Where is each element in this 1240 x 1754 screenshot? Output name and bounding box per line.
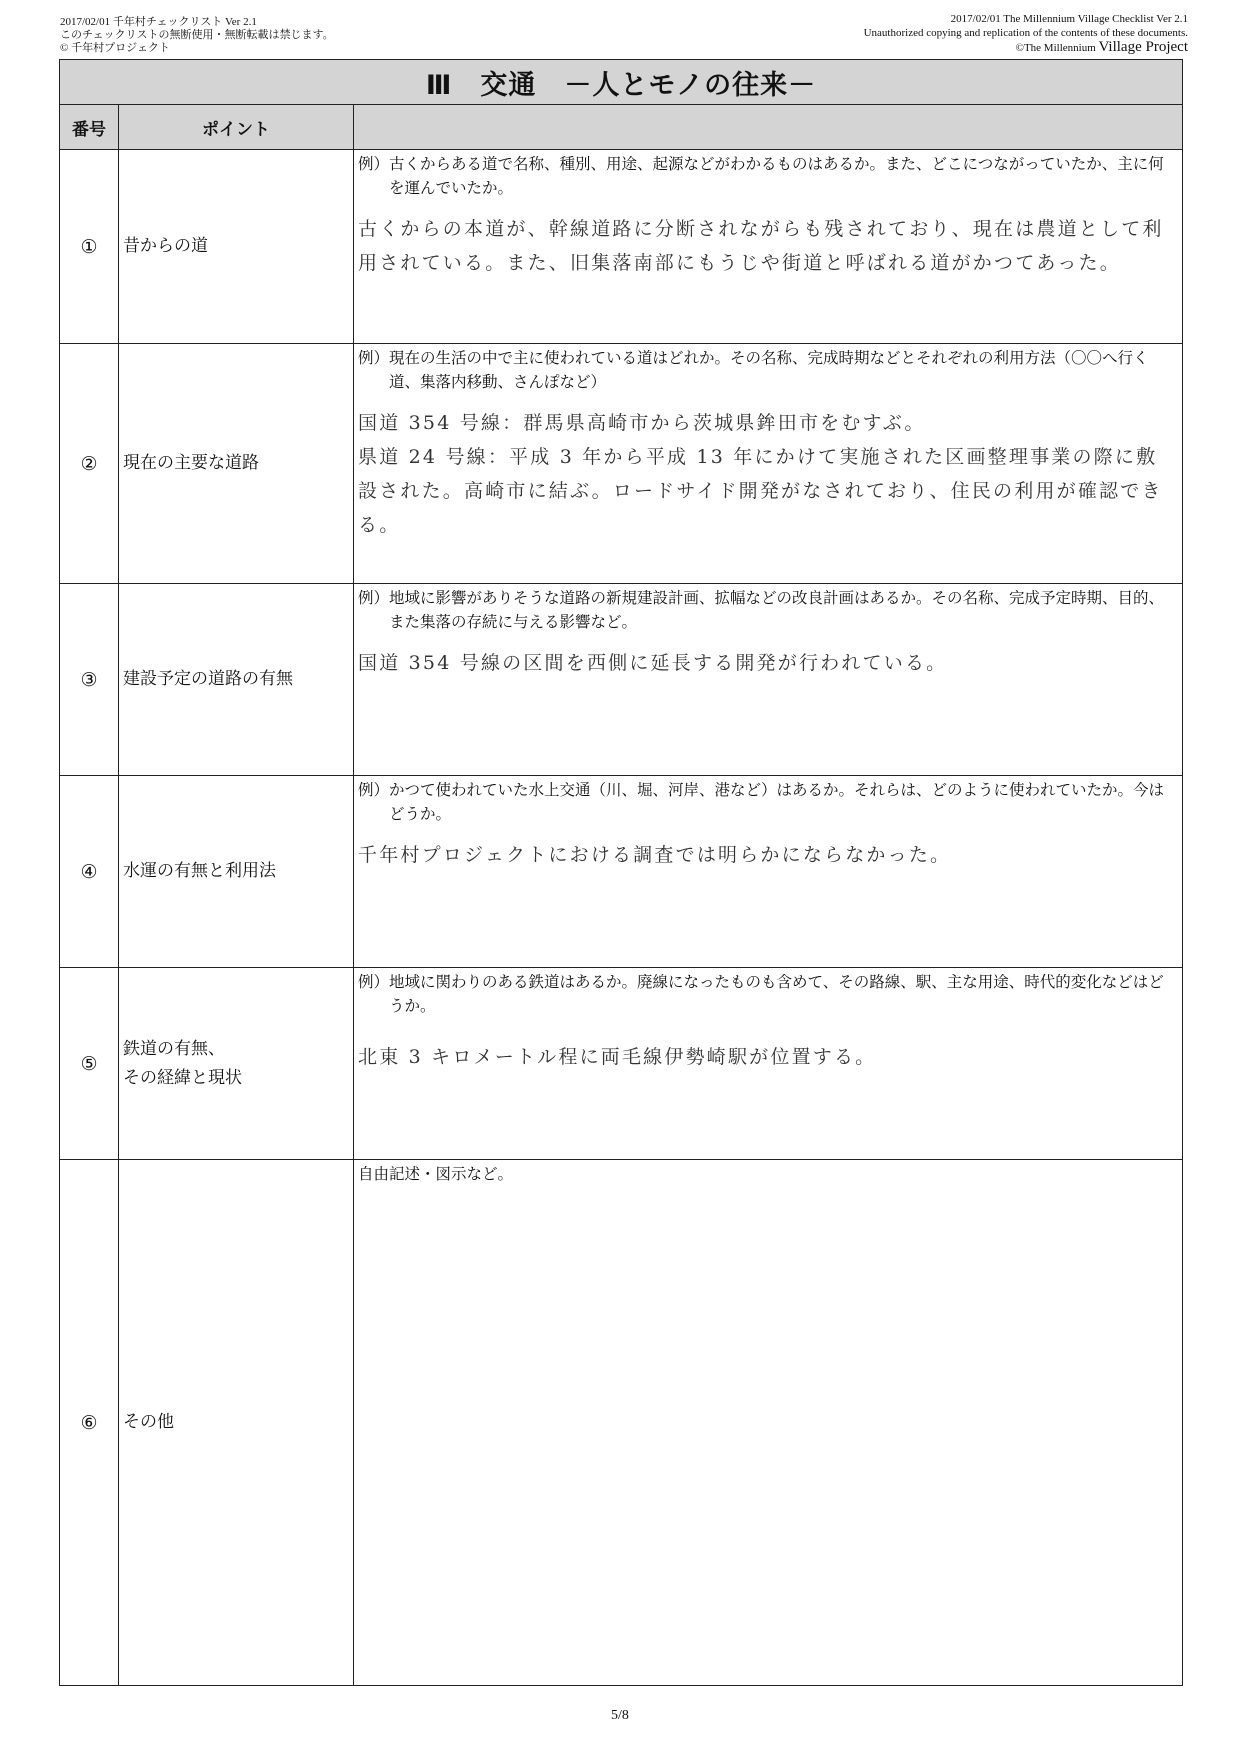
point-label: 建設予定の道路の有無 <box>123 669 293 689</box>
example-text: 地域に関わりのある鉄道はあるか。廃線になったものも含めて、その路線、駅、主な用途、時代的変化などはどうか。 <box>389 973 1164 1015</box>
table-row <box>60 150 1183 344</box>
header-left-line: このチェックリストの無断使用・無断転載は禁じます。 <box>60 29 334 41</box>
row-point <box>119 344 354 584</box>
example-prompt <box>358 152 1178 200</box>
answer-text <box>358 646 1178 680</box>
answer-text <box>358 406 1178 542</box>
header-right-line: 2017/02/01 The Millennium Village Checklist Ver 2.1 <box>950 13 1188 25</box>
free-text-label: 自由記述・図示など。 <box>358 1165 514 1183</box>
point-label: その経緯と現状 <box>123 1067 242 1088</box>
header-left <box>60 16 334 55</box>
example-prompt <box>358 586 1178 634</box>
answer-paragraph: 北東 3 キロメートル程に両毛線伊勢崎駅が位置する。 <box>358 1046 877 1068</box>
page-number: 5/8 <box>611 1708 629 1723</box>
table-row <box>60 968 1183 1160</box>
checklist-table <box>59 59 1183 1686</box>
row-content <box>354 584 1183 776</box>
row-content <box>354 968 1183 1160</box>
example-text: 古くからある道で名称、種別、用途、起源などがわかるものはあるか。また、どこにつながっていたか、主に何を運んでいたか。 <box>389 155 1164 197</box>
point-label: その他 <box>123 1412 174 1432</box>
row-content <box>354 776 1183 968</box>
example-prompt <box>358 346 1178 394</box>
table-row <box>60 344 1183 584</box>
example-label: 例） <box>358 155 390 173</box>
answer-paragraph: 千年村プロジェクトにおける調査では明らかにならなかった。 <box>358 844 952 866</box>
row-point <box>119 1160 354 1686</box>
row-number: ① <box>60 150 119 344</box>
example-text: 地域に影響がありそうな道路の新規建設計画、拡幅などの改良計画はあるか。その名称、完成予定時期、目的、また集落の存続に与える影響など。 <box>389 589 1165 631</box>
point-label: 現在の主要な道路 <box>123 453 259 473</box>
answer-text <box>358 1040 1178 1074</box>
answer-paragraph: 古くからの本道が、幹線道路に分断されながらも残されており、現在は農道として利用されている。また、旧集落南部にもうじや街道と呼ばれる道がかつてあった。 <box>358 218 1164 274</box>
example-label: 例） <box>358 349 390 367</box>
row-number: ② <box>60 344 119 584</box>
example-label: 例） <box>358 589 390 607</box>
example-text: 現在の生活の中で主に使われている道はどれか。その名称、完成時期などとそれぞれの利用方法（〇〇へ行く道、集落内移動、さんぽなど） <box>389 349 1149 391</box>
row-number: ③ <box>60 584 119 776</box>
answer-text <box>358 838 1178 872</box>
row-point <box>119 968 354 1160</box>
example-label: 例） <box>358 973 390 991</box>
point-label: 水運の有無と利用法 <box>123 861 276 881</box>
copyright-text: ©The Millennium <box>1015 42 1096 54</box>
row-content <box>354 344 1183 584</box>
row-point <box>119 584 354 776</box>
row-content <box>354 150 1183 344</box>
example-text: かつて使われていた水上交通（川、堀、河岸、港など）はあるか。それらは、どのように使われていたか。今はどうか。 <box>389 781 1165 823</box>
table-body <box>60 150 1183 1686</box>
project-name: Village Project <box>1098 39 1188 55</box>
header-right-line <box>864 40 1188 55</box>
section-title: Ⅲ 交通 －人とモノの往来－ <box>60 60 1183 105</box>
point-label: 昔からの道 <box>123 236 208 256</box>
point-label: 鉄道の有無、 <box>123 1038 225 1059</box>
header-left-line: 2017/02/01 千年村チェックリスト Ver 2.1 <box>60 16 257 28</box>
column-header-number: 番号 <box>60 105 119 150</box>
table-row <box>60 1160 1183 1686</box>
row-content <box>354 1160 1183 1686</box>
example-prompt <box>358 778 1178 826</box>
answer-text <box>358 212 1178 280</box>
header-right <box>864 12 1188 55</box>
row-number: ⑤ <box>60 968 119 1160</box>
answer-paragraph: 国道 354 号線の区間を西側に延長する開発が行われている。 <box>358 652 948 674</box>
header-right-line: Unauthorized copying and replication of the contents of these documents. <box>863 27 1188 39</box>
example-label: 例） <box>358 781 390 799</box>
column-header-content <box>354 105 1183 150</box>
answer-paragraph: 県道 24 号線：平成 3 年から平成 13 年にかけて実施された区画整理事業の際に敷設された。高崎市に結ぶ。ロードサイド開発がなされており、住民の利用が確認できる。 <box>358 446 1163 536</box>
row-number: ④ <box>60 776 119 968</box>
row-point <box>119 776 354 968</box>
header-left-line: © 千年村プロジェクト <box>60 42 170 54</box>
table-row <box>60 584 1183 776</box>
column-header-point: ポイント <box>119 105 354 150</box>
example-prompt <box>358 970 1178 1018</box>
row-number: ⑥ <box>60 1160 119 1686</box>
table-row <box>60 776 1183 968</box>
row-point <box>119 150 354 344</box>
answer-paragraph: 国道 354 号線：群馬県高崎市から茨城県鉾田市をむすぶ。 <box>358 412 926 434</box>
